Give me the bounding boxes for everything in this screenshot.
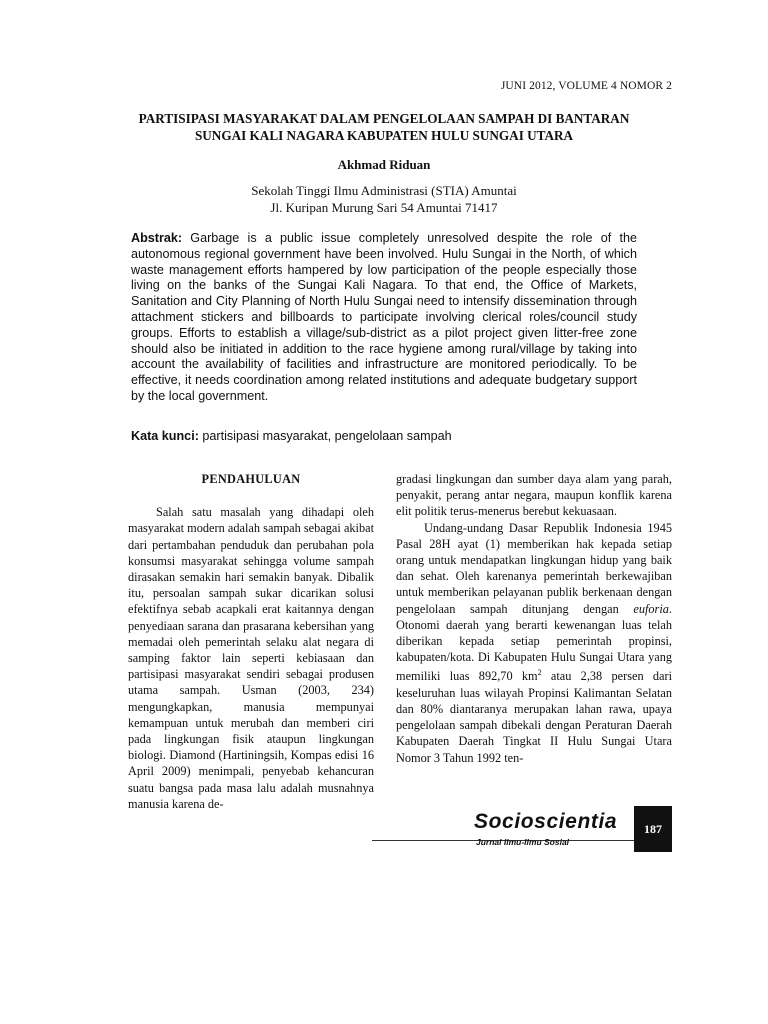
affiliation-address: Jl. Kuripan Murung Sari 54 Amuntai 71417 bbox=[270, 200, 498, 215]
issue-info: JUNI 2012, VOLUME 4 NOMOR 2 bbox=[500, 80, 672, 92]
title-line-2: SUNGAI KALI NAGARA KABUPATEN HULU SUNGAI UTARA bbox=[194, 128, 574, 143]
title-line-1: PARTISIPASI MASYARAKAT DALAM PENGELOLAAN SAMPAH DI BANTARAN bbox=[138, 111, 630, 126]
keywords-text: partisipasi masyarakat, pengelolaan sampah bbox=[198, 429, 452, 443]
journal-logo: Socioscientia bbox=[474, 810, 618, 833]
superscript: 2 bbox=[537, 668, 542, 678]
para-part-b: . Otonomi daerah yang berarti kewenangan luas telah diberikan kepada setiap pemerintah propinsi, kabupaten/kota. Di Kabupaten Hulu Sungai Utara yang memiliki luas 892,70 km bbox=[396, 601, 672, 684]
right-column bbox=[396, 471, 672, 766]
constitution-paragraph bbox=[396, 520, 672, 766]
intro-paragraph: Salah satu masalah yang dihadapi oleh masyarakat modern adalah sampah sebagai akibat dari pertambahan penduduk dan perubahan pola konsumsi masyarakat sehingga volume sampah dirasakan semakin hari semakin banyak. Dibalik itu, persoalan sampah sukar dicarikan solusi efektifnya sebab acapkali erat kaitannya dengan penyediaan sarana dan prasarana kebersihan yang memadai oleh pemerintah selaku alat negara di samping faktor lain seperti kebiasaan dan partisipasi masyarakat sendiri sebagai produsen utama sampah. Usman (2003, 234) mengungkapkan, manusia mempunyai kemampuan untuk merubah dan memberi ciri pada lingkungan fisik ataupun lingkungan biologi. Diamond (Hartiningsih, Kompas edisi 16 April 2009) menimpali, penyebab kehancuran suatu bangsa pada masa lalu adalah musnahnya manusia karena de- bbox=[128, 505, 374, 811]
page-number-box bbox=[634, 806, 672, 852]
abstract-label: Abstrak: bbox=[131, 231, 183, 245]
author-name: Akhmad Riduan bbox=[337, 157, 431, 172]
journal-subtitle: Jurnal Ilmu-Ilmu Sosial bbox=[476, 837, 570, 847]
page-number: 187 bbox=[644, 821, 662, 836]
abstract bbox=[131, 231, 637, 405]
keywords bbox=[131, 429, 637, 443]
keywords-label: Kata kunci: bbox=[131, 429, 199, 443]
section-heading: PENDAHULUAN bbox=[201, 472, 301, 486]
para-part-c: atau 2,38 persen dari keseluruhan luas wilayah Propinsi Kalimantan Selatan dan 80% diantaranya merupakan lahan rawa, upaya pengelolaan sampah dibekali dengan Peraturan Daerah Kabupaten Daerah Tingkat II Hulu Sungai Utara Nomor 3 Tahun 1992 ten- bbox=[396, 669, 672, 765]
left-column bbox=[128, 471, 374, 812]
abstract-text: Garbage is a public issue completely unresolved despite the role of the autonomous regional government have been involved. Hulu Sungai in the North, of which waste management efforts hampered by low participation of the people especially those living on the banks of the Sungai Kali Nagara. To that end, the Office of Markets, Sanitation and City Planning of North Hulu Sungai need to intensify dissemination through attachment stickers and billboards to participate involving clerical roles/council study groups. Efforts to establish a village/sub-district as a pilot project given litter-free zone should also be initiated in addition to the race hygiene among rural/village by taking into account the availability of facilities and infrastructure are monitored periodically. To be effective, it needs coordination among related institutions and adequate budgetary support by the local government. bbox=[131, 231, 637, 403]
affiliation bbox=[96, 182, 672, 216]
continued-paragraph: gradasi lingkungan dan sumber daya alam yang parah, penyakit, perang antar negara, maupun konflik karena elit politik terus-menerus berebut kekuasaan. bbox=[396, 472, 672, 519]
affiliation-institution: Sekolah Tinggi Ilmu Administrasi (STIA) Amuntai bbox=[251, 183, 517, 198]
italic-term: euforia bbox=[633, 601, 669, 616]
paper-title bbox=[96, 110, 672, 144]
para-part-a: Undang-undang Dasar Republik Indonesia 1945 Pasal 28H ayat (1) memberikan hak kepada setiap orang untuk mendapatkan lingkungan hidup yang baik dan sehat. Oleh karenanya pemerintah berkewajiban untuk memberikan pelayanan publik berkenaan dengan pengelolaan sampah ditunjang dengan bbox=[396, 520, 672, 616]
